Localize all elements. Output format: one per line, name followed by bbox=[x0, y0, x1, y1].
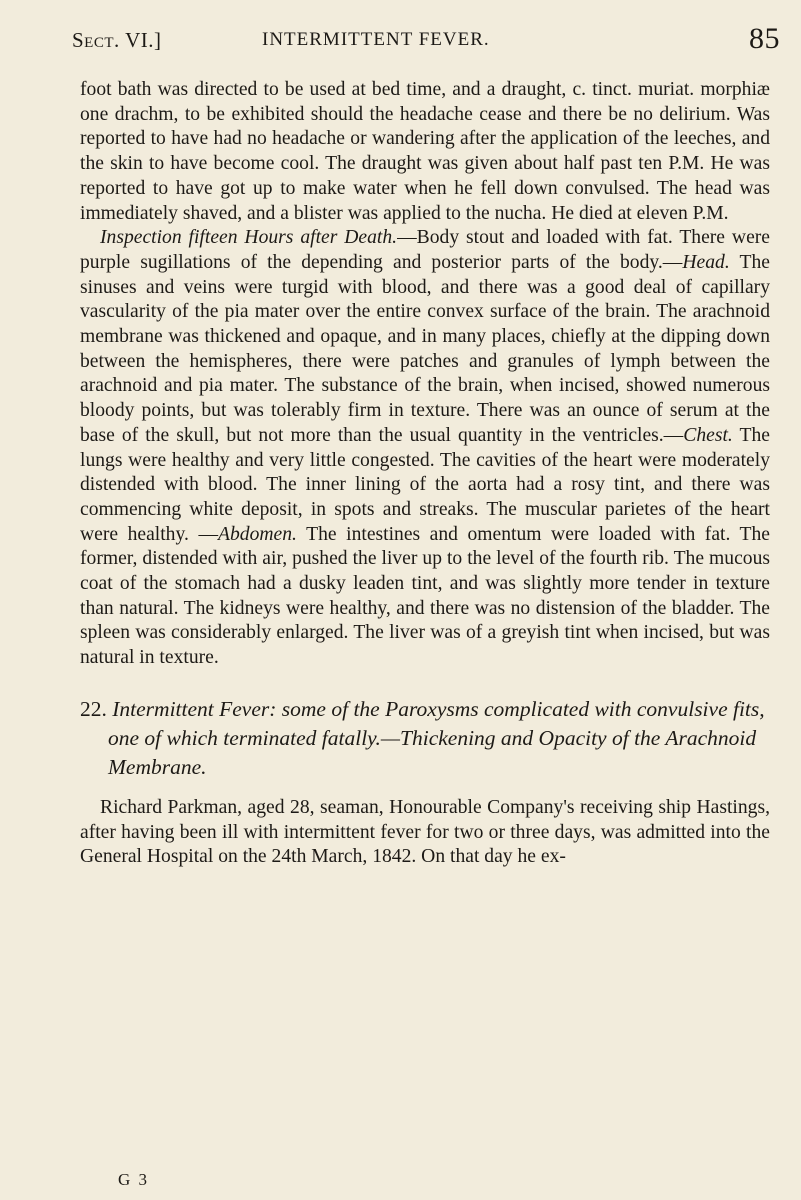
paragraph-case-continuation: foot bath was directed to be used at bed time, and a draught, c. tinct. muriat. morphiæ one drachm, to be exhibited should the headache cease and there be no delirium. Was reported to have had no headache or wandering after the application of the leeches, and the skin to have become cool. The draught was given about half past ten P.M. He was reported to have got up to make water when he fell down convulsed. The head was immediately shaved, and a blister was applied to the nucha. He died at eleven P.M. bbox=[80, 79, 770, 224]
body-text bbox=[80, 78, 770, 870]
case-title: Intermittent Fever: some of the Paroxysms complicated with convulsive fits, one of which terminated fatally.—Thickening and Opacity of the Arachnoid Membrane. bbox=[108, 696, 765, 779]
section-label: Sect. VI.] bbox=[72, 28, 162, 52]
case-heading bbox=[80, 695, 770, 782]
inspection-body-b: The sinuses and veins were turgid with blood, and there was a good deal of capillary vascularity of the pia mater over the entire convex surface of the brain. The arachnoid membrane was thickened and opaque, and in many places, chiefly at the dipping down between the hemispheres, there were patches and granules of lymph between the arachnoid and pia mater. The substance of the brain, when incised, showed numerous bloody points, but was tolerably firm in texture. There was an ounce of serum at the base of the skull, but not more than the usual quantity in the ventricles.— bbox=[80, 251, 770, 446]
inspection-heading: Inspection fifteen Hours after Death. bbox=[100, 227, 398, 249]
paragraph-inspection bbox=[80, 226, 770, 671]
chest-subheading: Chest. bbox=[683, 424, 733, 446]
page-number: 85 bbox=[749, 22, 780, 55]
inspection-body-d: The intestines and omentum were loaded with fat. The former, distended with air, pushed the liver up to the level of the fourth rib. The mucous coat of the stomach had a dusky leaden tint, and was slightly more tender in texture than natural. The kidneys were healthy, and there was no distension of the bladder. The spleen was considerably enlarged. The liver was of a greyish tint when incised, but was natural in texture. bbox=[80, 523, 771, 669]
inspection-body-a: —Body stout and loaded with fat. There were purple sugillations of the depending and posterior parts of the body.— bbox=[80, 227, 770, 273]
abdomen-subheading: Abdomen. bbox=[218, 523, 297, 545]
running-title: INTERMITTENT FEVER. bbox=[262, 29, 490, 50]
inspection-body-c: The lungs were healthy and very little congested. The cavities of the heart were moderately distended with blood. The inner lining of the aorta had a rosy tint, and there was commencing white deposit, in spots and streaks. The muscular parietes of the heart were healthy. — bbox=[80, 424, 770, 545]
head-subheading: Head. bbox=[682, 251, 730, 273]
case-number: 22. bbox=[80, 696, 107, 721]
paragraph-case-22: Richard Parkman, aged 28, seaman, Honourable Company's receiving ship Hastings, after having been ill with intermittent fever for two or three days, was admitted into the General Hospital on the 24th March, 1842. On that day he ex- bbox=[80, 796, 770, 868]
running-head bbox=[72, 22, 780, 62]
signature-mark: G 3 bbox=[118, 1170, 150, 1189]
